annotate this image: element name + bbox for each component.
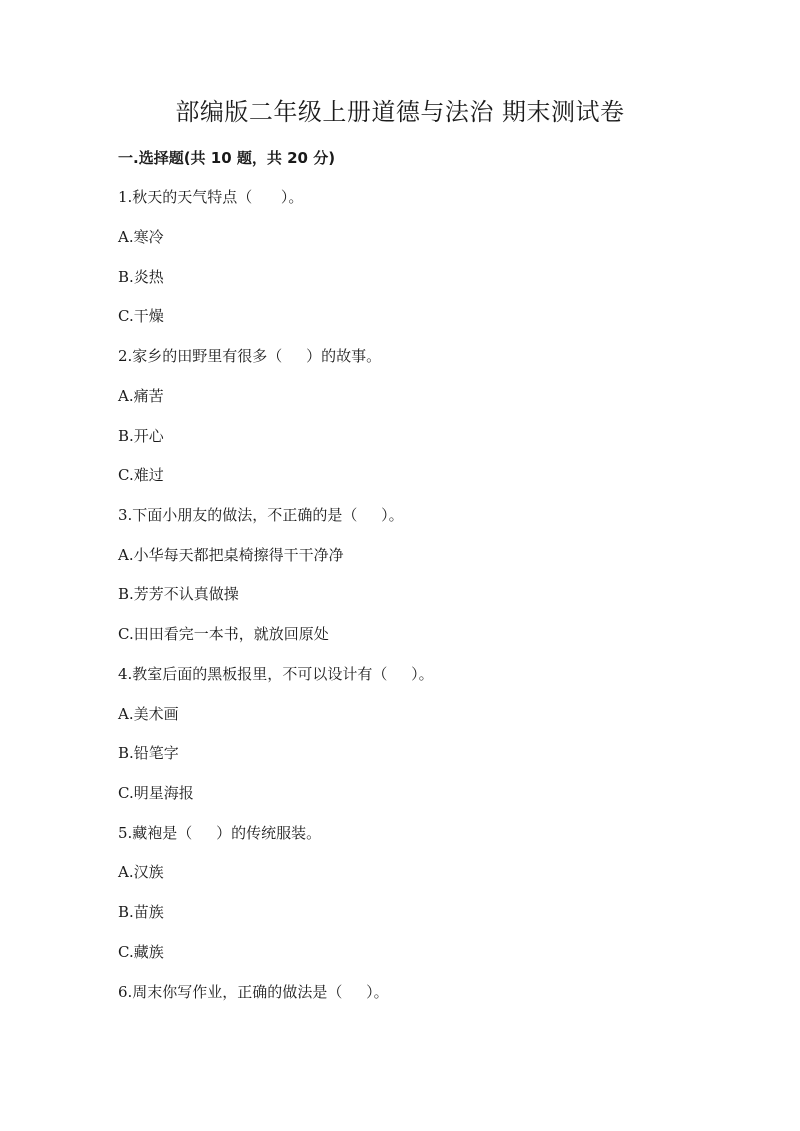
document-title: 部编版二年级上册道德与法治 期末测试卷: [175, 98, 625, 126]
question-1-option-c: C.干燥: [118, 307, 164, 325]
question-4-option-a: A.美术画: [118, 705, 179, 723]
question-3-option-a: A.小华每天都把桌椅擦得干干净净: [118, 546, 344, 564]
question-3-option-c: C.田田看完一本书，就放回原处: [118, 625, 329, 643]
question-1-option-a: A.寒冷: [118, 228, 164, 246]
question-5-option-a: A.汉族: [118, 863, 164, 881]
question-4: 4.教室后面的黑板报里，不可以设计有（ ）。: [118, 665, 434, 683]
question-5-option-c: C.藏族: [118, 943, 164, 961]
question-2-option-c: C.难过: [118, 466, 164, 484]
question-5: 5.藏袍是（ ）的传统服装。: [118, 824, 322, 842]
question-4-option-b: B.铅笔字: [118, 744, 179, 762]
question-2-option-b: B.开心: [118, 427, 164, 445]
question-2: 2.家乡的田野里有很多（ ）的故事。: [118, 347, 382, 365]
question-1-option-b: B.炎热: [118, 268, 164, 286]
section-heading: 一.选择题(共 10 题，共 20 分): [118, 149, 336, 167]
question-4-option-c: C.明星海报: [118, 784, 194, 802]
question-3: 3.下面小朋友的做法，不正确的是（ ）。: [118, 506, 404, 524]
question-5-option-b: B.苗族: [118, 903, 164, 921]
question-3-option-b: B.芳芳不认真做操: [118, 585, 239, 603]
question-6: 6.周末你写作业，正确的做法是（ ）。: [118, 983, 389, 1001]
question-1: 1.秋天的天气特点（ ）。: [118, 188, 304, 206]
question-2-option-a: A.痛苦: [118, 387, 164, 405]
